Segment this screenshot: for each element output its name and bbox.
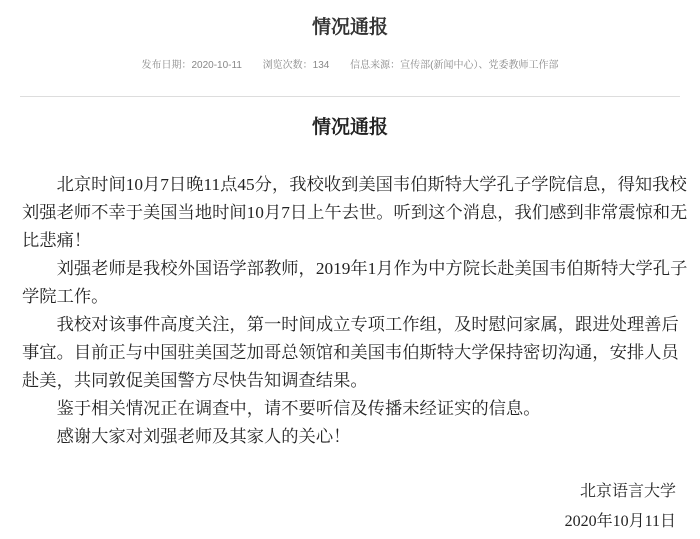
article-heading: 情况通报	[311, 117, 388, 138]
view-count: 浏览次数：134	[262, 60, 330, 71]
info-source: 信息来源：宣传部(新闻中心）、党委教师工作部	[350, 60, 559, 71]
divider	[20, 96, 680, 97]
paragraph: 感谢大家对刘强老师及其家人的关心！	[56, 427, 351, 446]
page-title: 情况通报	[311, 17, 388, 38]
signature: 北京语言大学	[579, 483, 676, 500]
paragraph: 刘强老师是我校外国语学部教师，2019年1月作为中方院长赴美国韦伯斯特大学孔子学院工作。	[22, 259, 688, 306]
paragraph: 鉴于相关情况正在调查中，请不要听信及传播未经证实的信息。	[56, 399, 541, 418]
article-body	[22, 171, 694, 451]
paragraph: 我校对该事件高度关注，第一时间成立专项工作组，及时慰问家属，跟进处理善后事宜。目前正与中国驻美国芝加哥总领馆和美国韦伯斯特大学保持密切沟通，安排人员赴美，共同敦促美国警方尽快告知调查结果。	[22, 315, 679, 390]
article-meta	[0, 56, 700, 71]
paragraph: 北京时间10月7日晚11点45分，我校收到美国韦伯斯特大学孔子学院信息，得知我校刘强老师不幸于美国当地时间10月7日上午去世。听到这个消息，我们感到非常震惊和无比悲痛！	[22, 175, 688, 250]
publish-date: 发布日期：2020-10-11	[141, 60, 242, 71]
signature-date: 2020年10月11日	[564, 513, 676, 530]
